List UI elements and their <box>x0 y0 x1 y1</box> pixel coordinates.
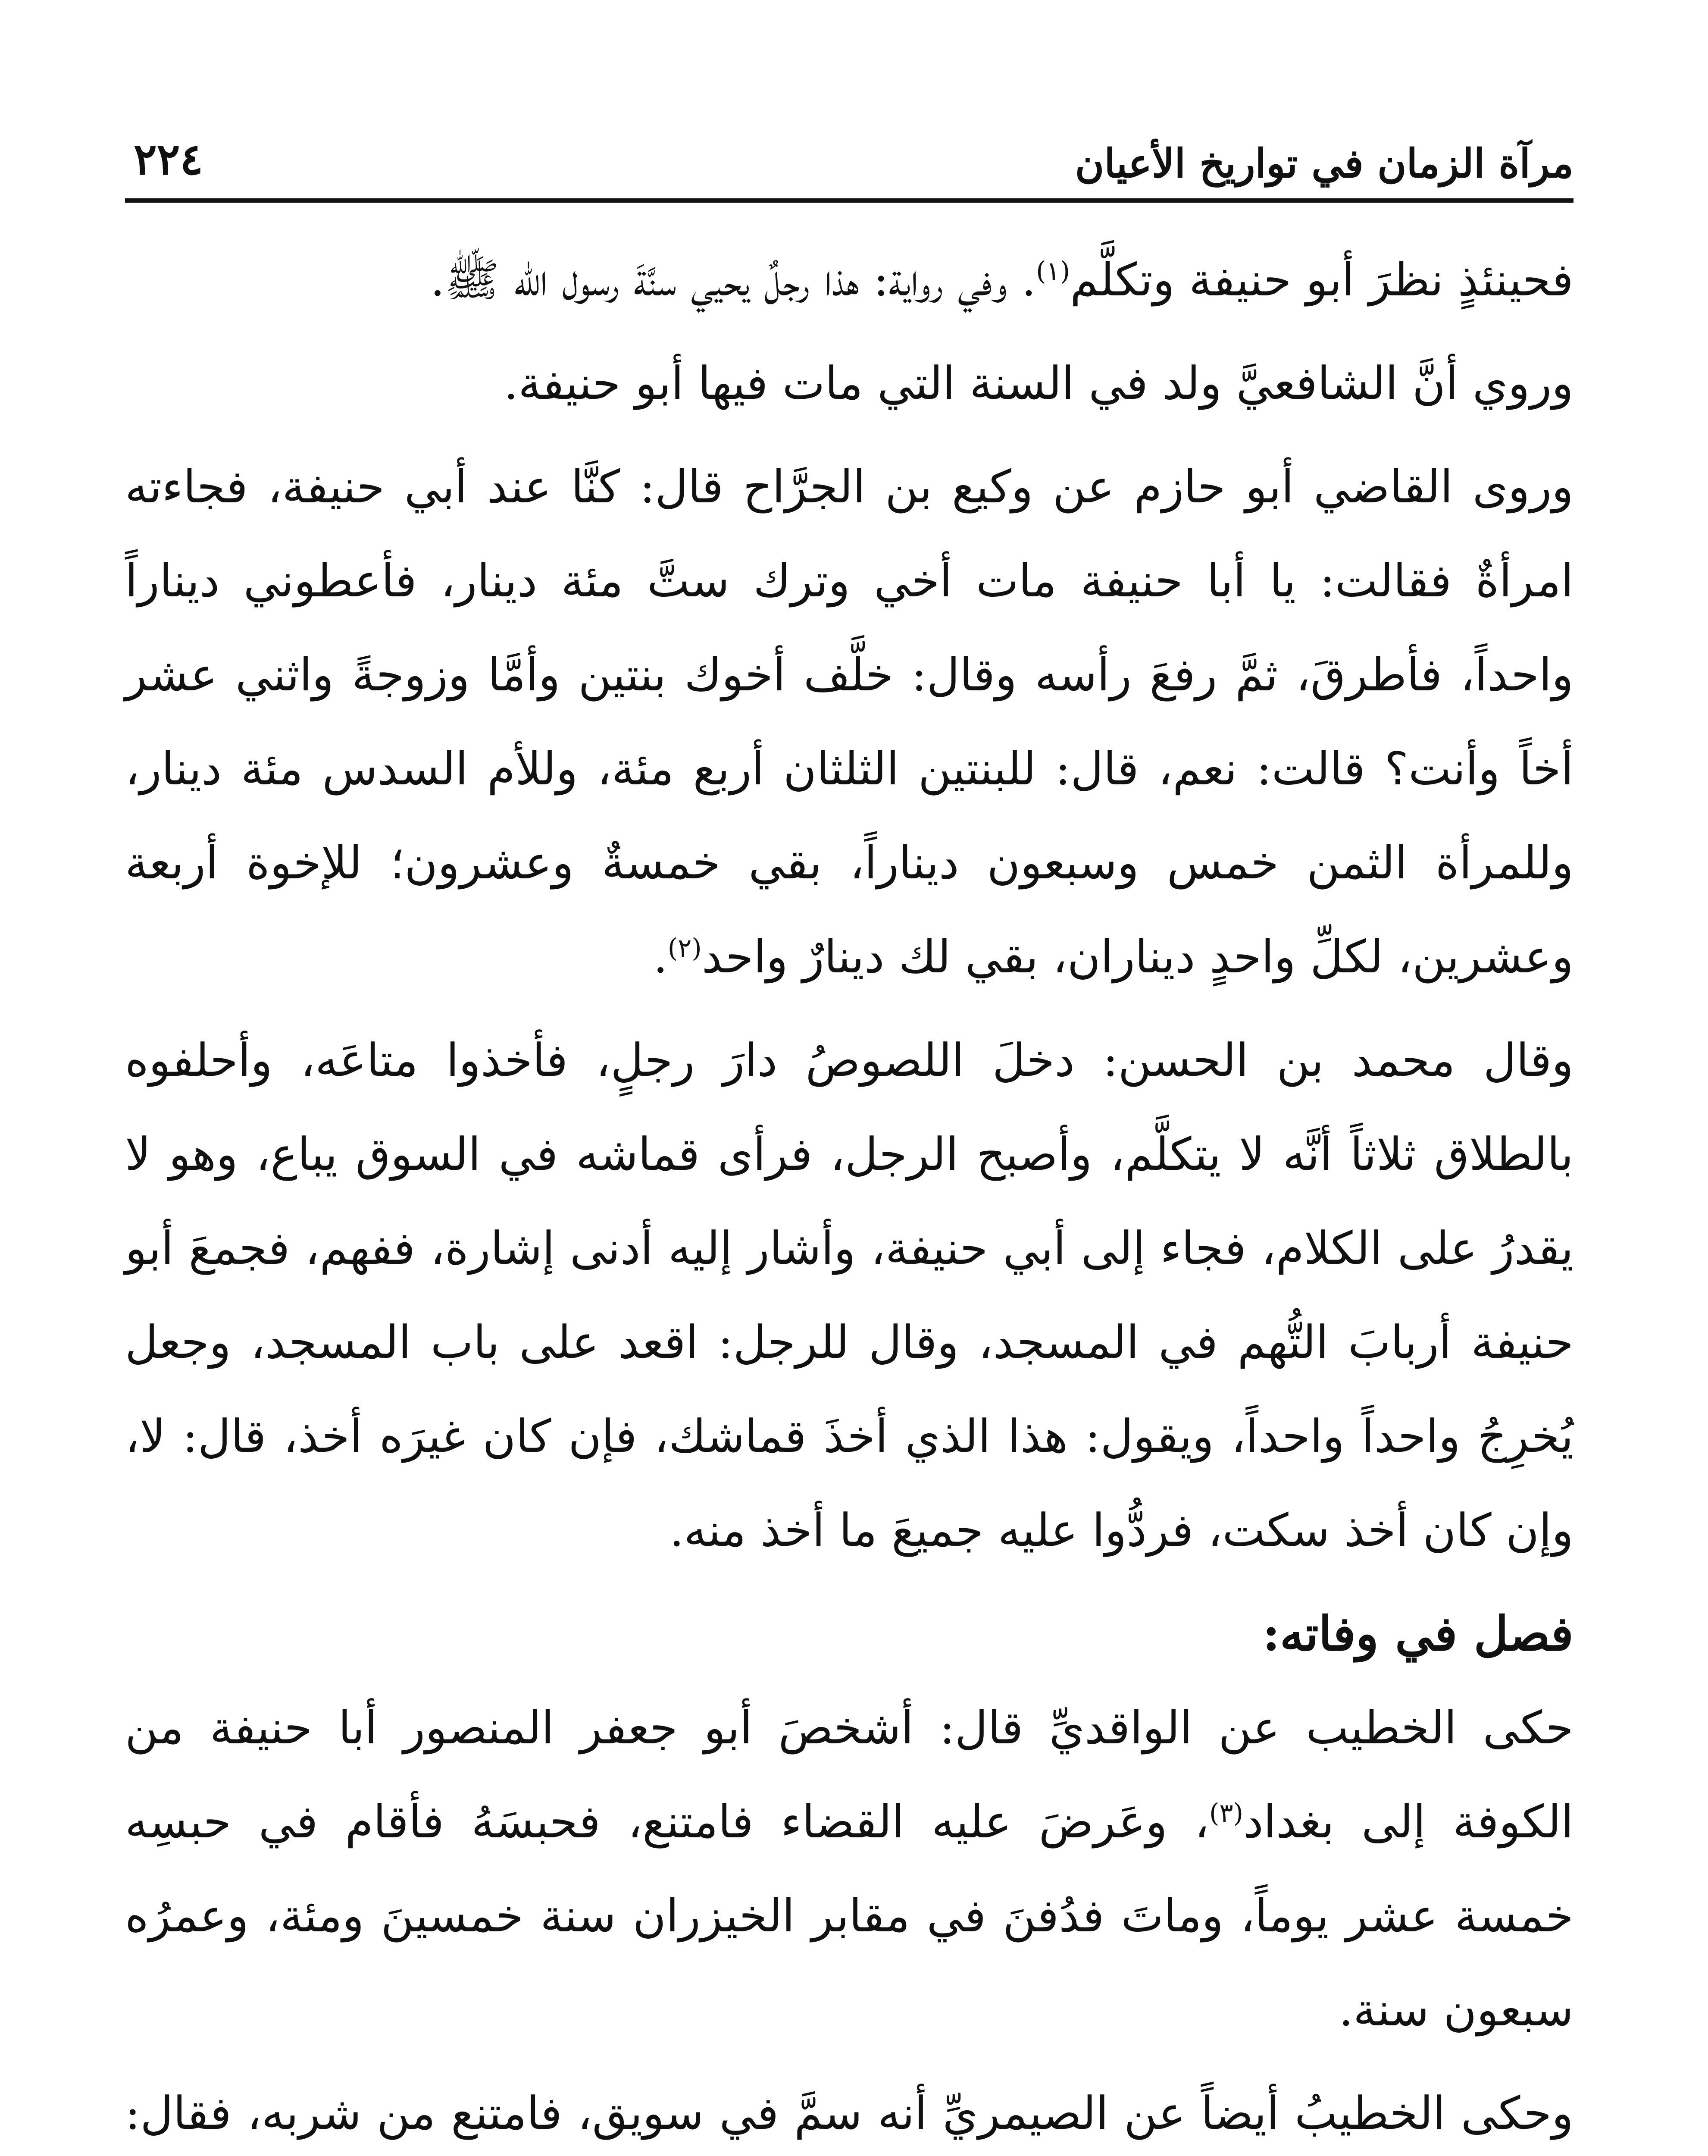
paragraph: وروي أنَّ الشافعيَّ ولد في السنة التي مات فيها أبو حنيفة. <box>504 357 1573 410</box>
footnote-marker: (٣) <box>1209 1798 1244 1828</box>
paragraph: وحكى الخطيبُ أيضاً عن الصيمريِّ أنه سمَّ في سويق، فامتنع من شربه، فقال: <box>125 2087 1573 2140</box>
paragraph: فحينئذٍ نظرَ أبو حنيفة وتكلَّم$^{(١)}$. وفي رواية: هذا رجلٌ يحيي سنَّةَ رسول الله ﷺ. <box>430 254 1573 306</box>
footnote-marker: (٢) <box>667 933 702 963</box>
paragraph: وروى القاضي أبو حازم عن وكيع بن الجرَّاح قال: كنَّا عند أبي حنيفة، فجاءته امرأةٌ فقالت: يا أبا حنيفة مات أخي وترك ستَّ مئة دينار، فأعطوني ديناراً واحداً، فأطرقَ، ثمَّ رفعَ رأسه وقال: خلَّف أخوك بنتين وأمَّا وزوجةً واثني عشر أخاً وأنت؟ قالت: نعم، قال: للبنتين الثلثان أربع مئة، وللأم السدس مئة دينار، وللمرأة الثمن خمس وسبعون ديناراً، بقي خمسةٌ وعشرون؛ للإخوة أربعة وعشرين، لكلِّ واحدٍ ديناران، بقي لك دينارٌ واحد$^{(٢)}$. <box>125 461 1573 983</box>
book-title: مرآة الزمان في تواريخ الأعيان <box>1075 140 1573 187</box>
running-header <box>125 116 1573 203</box>
page-number: ٢٢٤ <box>134 134 203 185</box>
book-page <box>125 116 1573 2156</box>
main-text <box>125 233 1573 2156</box>
paragraph: حكى الخطيب عن الواقديِّ قال: أشخصَ أبو جعفر المنصور أبا حنيفة من الكوفة إلى بغداد$^{(٣)}$، وعَرضَ عليه القضاء فامتنع، فحبسَهُ فأقام في حبسِه خمسة عشر يوماً، وماتَ فدُفنَ في مقابر الخيزران سنة خمسينَ ومئة، وعمرُه سبعون سنة. <box>125 1702 1573 2036</box>
footnote-marker: (١) <box>1036 256 1070 286</box>
paragraph: وقال محمد بن الحسن: دخلَ اللصوصُ دارَ رجلٍ، فأخذوا متاعَه، وأحلفوه بالطلاق ثلاثاً أنَّه لا يتكلَّم، وأصبح الرجل، فرأى قماشه في السوق يباع، وهو لا يقدرُ على الكلام، فجاء إلى أبي حنيفة، وأشار إليه أدنى إشارة، ففهم، فجمعَ أبو حنيفة أربابَ التُّهم في المسجد، وقال للرجل: اقعد على باب المسجد، وجعل يُخرِجُ واحداً واحداً، ويقول: هذا الذي أخذَ قماشك، فإن كان غيرَه أخذ، قال: لا، وإن كان أخذ سكت، فردُّوا عليه جميعَ ما أخذ منه. <box>125 1034 1573 1557</box>
section-heading: فصل في وفاته: <box>1262 1606 1573 1661</box>
